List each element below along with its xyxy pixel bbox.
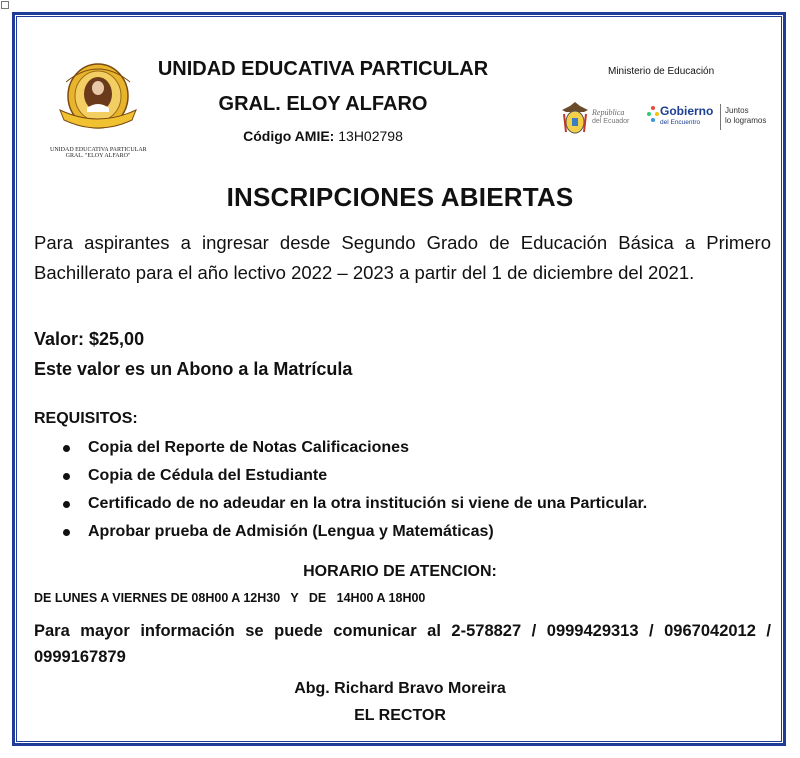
requirement-text: Certificado de no adeudar en la otra institución si viene de una Particular. (88, 495, 648, 512)
requirement-item (34, 434, 774, 462)
announcement-description: Para aspirantes a ingresar desde Segundo Grado de Educación Básica a Primero Bachillerato para el año lectivo 2022 – 2023 a partir del 1 de diciembre del 2021. (34, 232, 771, 283)
signature-name: Abg. Richard Bravo Moreira (294, 680, 506, 697)
gobierno-logo (646, 100, 776, 136)
requirement-text: Aprobar prueba de Admisión (Lengua y Matemáticas) (88, 523, 494, 540)
school-crest-icon (50, 56, 146, 142)
requirement-item (34, 490, 774, 518)
price-note: Este valor es un Abono a la Matrícula (34, 359, 353, 379)
gobierno-line1: Gobierno (660, 104, 714, 118)
gobierno-star-icon (646, 104, 660, 126)
gobierno-line2: del Encuentro (660, 119, 701, 126)
bullet-icon (63, 501, 70, 508)
requirement-item (34, 518, 774, 546)
slogan-line1: Juntos (725, 106, 749, 115)
republica-line1: República (592, 108, 625, 117)
slogan-line2: lo logramos (725, 116, 767, 125)
republica-line2: del Ecuador (592, 118, 630, 125)
school-name-line1: UNIDAD EDUCATIVA PARTICULAR (157, 58, 489, 80)
requirement-text: Copia del Reporte de Notas Calificaciones (88, 439, 409, 456)
price-value: Valor: $25,00 (34, 329, 145, 349)
amie-code-line (148, 128, 498, 144)
logo-caption-line2: GRAL. "ELOY ALFARO" (65, 153, 131, 159)
requirement-text: Copia de Cédula del Estudiante (88, 467, 328, 484)
announcement-title: INSCRIPCIONES ABIERTAS (226, 182, 574, 212)
logo-caption-line1: UNIDAD EDUCATIVA PARTICULAR (50, 147, 147, 153)
school-name-line2: GRAL. ELOY ALFARO (218, 93, 428, 115)
schedule-heading: HORARIO DE ATENCION: (303, 563, 497, 580)
schedule-hours: DE LUNES A VIERNES DE 08H00 A 12H30 Y DE 14H00 A 18H00 (34, 591, 426, 605)
amie-code: 13H02798 (338, 128, 403, 144)
ministry-label: Ministerio de Educación (608, 66, 715, 77)
amie-label: Código AMIE: (243, 128, 335, 144)
signature-title: EL RECTOR (354, 707, 446, 724)
bullet-icon (63, 445, 70, 452)
bullet-icon (63, 529, 70, 536)
contact-info: Para mayor información se puede comunicar al 2-578827 / 0999429313 / 0967042012 / 0999167879 (34, 622, 771, 666)
republica-logo (560, 100, 640, 136)
school-logo (50, 56, 146, 160)
ecuador-coat-of-arms-icon (560, 100, 590, 136)
logo-divider (720, 104, 721, 130)
requirements-heading: REQUISITOS: (34, 410, 138, 427)
corner-marker (1, 1, 9, 9)
bullet-icon (63, 473, 70, 480)
requirement-item (34, 462, 774, 490)
requirements-list (34, 434, 774, 546)
